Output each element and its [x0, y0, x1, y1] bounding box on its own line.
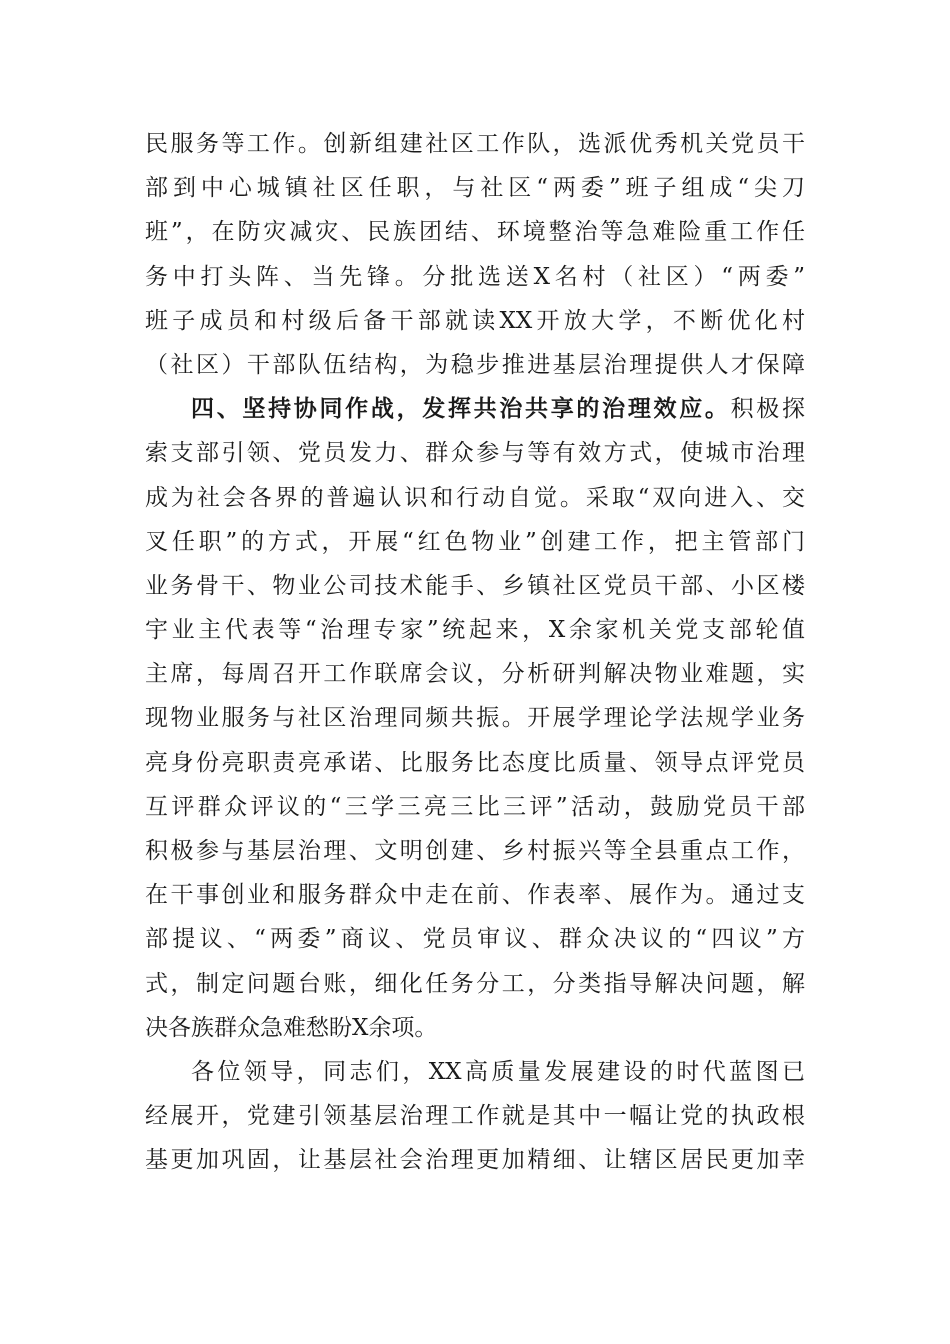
body-text	[145, 122, 805, 1183]
text-line: 班子成员和村级后备干部就读XX开放大学，不断优化村	[145, 307, 805, 334]
text-line: 班”，在防灾减灾、民族团结、环境整治等急难险重工作任	[145, 219, 805, 246]
text-line: 互评群众评议的“三学三亮三比三评”活动，鼓励党员干部	[145, 793, 805, 820]
text-line: 各位领导，同志们，XX高质量发展建设的时代蓝图已	[191, 1058, 805, 1085]
text-line: 主席，每周召开工作联席会议，分析研判解决物业难题，实	[145, 661, 805, 688]
text-line: 叉任职”的方式，开展“红色物业”创建工作，把主管部门	[145, 528, 805, 555]
text-line: 民服务等工作。创新组建社区工作队，选派优秀机关党员干	[145, 131, 805, 157]
section-heading-line	[145, 387, 805, 431]
text-line: 经展开，党建引领基层治理工作就是其中一幅让党的执政根	[145, 1103, 805, 1130]
text-line: 现物业服务与社区治理同频共振。开展学理论学法规学业务	[145, 705, 805, 732]
section-heading: 四、坚持协同作战，发挥共治共享的治理效应。	[191, 395, 731, 423]
heading-line-rest: 积极探	[730, 396, 806, 423]
text-line: 基更加巩固，让基层社会治理更加精细、让辖区居民更加幸	[145, 1147, 805, 1174]
text-line: 部到中心城镇社区任职，与社区“两委”班子组成“尖刀	[145, 175, 805, 202]
text-line: 在干事创业和服务群众中走在前、作表率、展作为。通过支	[145, 882, 805, 909]
text-line: 决各族群众急难愁盼X余项。	[145, 1014, 438, 1041]
text-line: 亮身份亮职责亮承诺、比服务比态度比质量、领导点评党员	[145, 749, 805, 776]
text-line: 索支部引领、党员发力、群众参与等有效方式，使城市治理	[145, 440, 805, 467]
text-line: 积极参与基层治理、文明创建、乡村振兴等全县重点工作，	[145, 838, 805, 864]
text-line: 成为社会各界的普遍认识和行动自觉。采取“双向进入、交	[145, 484, 805, 511]
text-line: 式，制定问题台账，细化任务分工，分类指导解决问题，解	[145, 970, 805, 997]
text-line: （社区）干部队伍结构，为稳步推进基层治理提供人才保障	[145, 351, 805, 378]
text-line: 部提议、“两委”商议、党员审议、群众决议的“四议”方	[145, 926, 805, 953]
text-line: 务中打头阵、当先锋。分批选送X名村（社区）“两委”	[145, 263, 805, 290]
text-line: 宇业主代表等“治理专家”统起来，X余家机关党支部轮值	[145, 617, 805, 644]
text-line: 业务骨干、物业公司技术能手、乡镇社区党员干部、小区楼	[145, 572, 805, 599]
